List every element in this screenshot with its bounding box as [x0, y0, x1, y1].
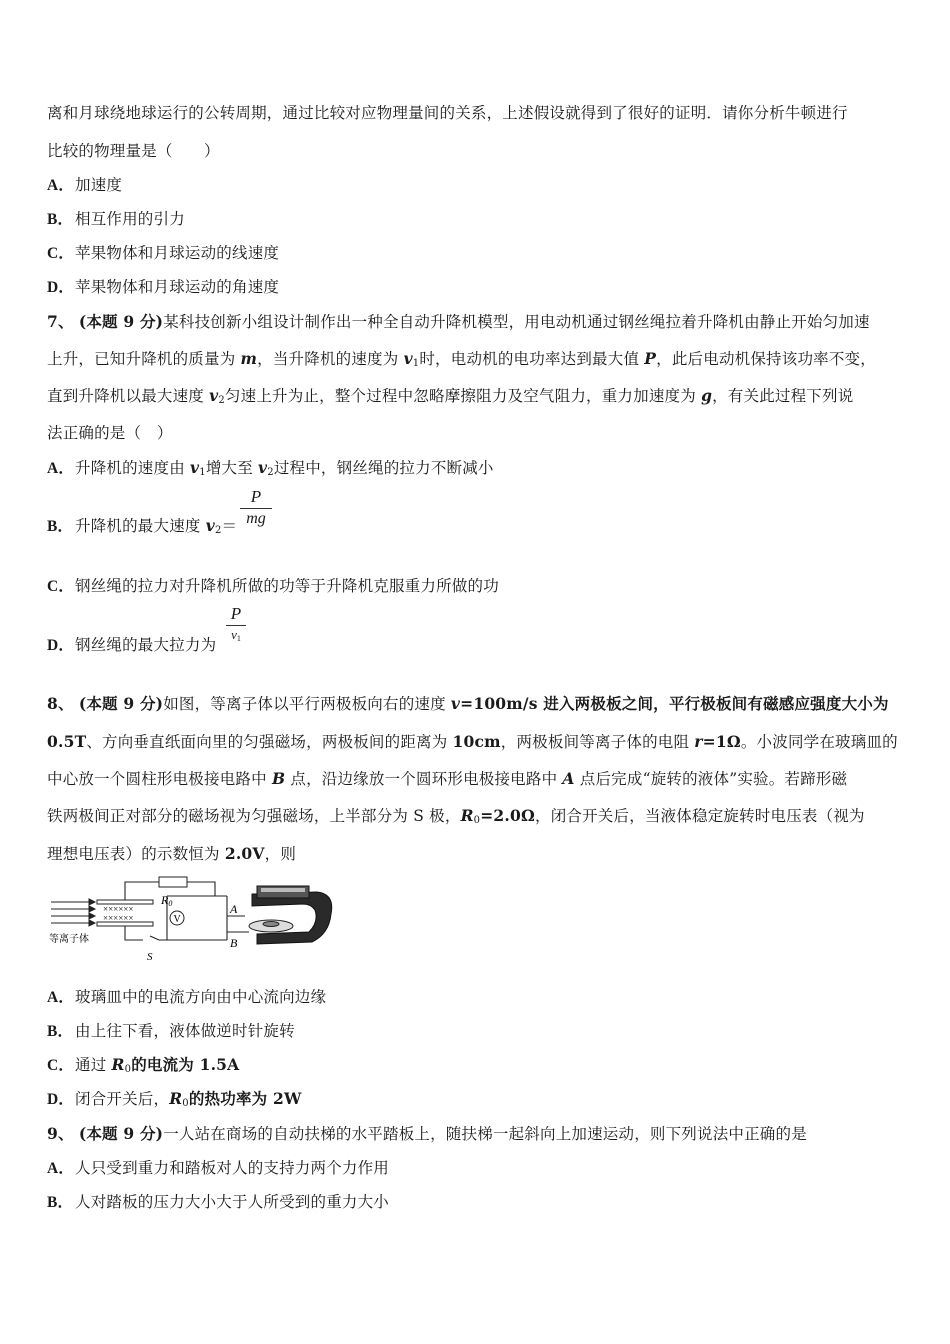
option-letter: A．	[47, 177, 75, 194]
option-text: 闭合开关后，	[75, 1090, 170, 1108]
option-letter: B．	[47, 211, 74, 228]
q8-text: ，两极板间等离子体的电阻	[500, 733, 695, 751]
subscript: 0	[473, 815, 481, 826]
option-letter: A．	[47, 989, 75, 1006]
fraction-denominator: mg	[246, 510, 266, 527]
q8-value: =2.0Ω	[480, 806, 535, 825]
q7-text: 直到升降机以最大速度	[47, 387, 210, 405]
equals-sign: ＝	[221, 517, 238, 535]
option-text: 加速度	[75, 176, 123, 194]
r0-label	[160, 893, 172, 908]
q9-stem-line1	[47, 1122, 807, 1144]
fraction-numerator: P	[250, 487, 262, 506]
option-text: 人只受到重力和踏板对人的支持力两个力作用	[75, 1159, 390, 1177]
option-letter: B．	[47, 1023, 74, 1040]
q7-stem-line4: 法正确的是（ ）	[47, 424, 173, 442]
option-letter: A．	[47, 460, 75, 477]
point-b-label: B	[230, 936, 238, 950]
var-v: v	[450, 694, 461, 713]
q7-text: ，此后电动机保持该功率不变，	[656, 350, 876, 368]
subscript: 2	[214, 525, 222, 536]
subscript: 1	[236, 634, 241, 643]
option-letter: A．	[47, 1160, 75, 1177]
fraction-bar	[226, 625, 246, 626]
q9-text: 一人站在商场的自动扶梯的水平踏板上，随扶梯一起斜向上加速运动，则下列说法中正确的是	[163, 1125, 807, 1143]
option-letter: B．	[47, 1194, 74, 1211]
q8-text: ，闭合开关后，当液体稳定旋转时电压表（视为	[535, 807, 865, 825]
question-number: 8、	[47, 694, 74, 713]
fraction-denominator	[226, 627, 246, 643]
var-r0: R	[111, 1055, 125, 1074]
voltmeter-label: V	[173, 914, 181, 925]
q8-value: =1Ω	[702, 732, 741, 751]
var-v1: v	[190, 458, 200, 477]
point-a: A	[562, 769, 575, 788]
question-number: 9、	[47, 1124, 74, 1143]
plasma-arrows	[51, 899, 95, 926]
subscript: 1	[412, 358, 420, 369]
q7-stem-line3	[47, 384, 853, 406]
q8-value: 10cm	[452, 732, 501, 751]
q7-text: 匀速上升为止，整个过程中忽略摩擦阻力及空气阻力，重力加速度为	[224, 387, 702, 405]
var-v1: v	[403, 349, 413, 368]
option-text: 苹果物体和月球运动的线速度	[75, 244, 280, 262]
q6-option-d[interactable]	[47, 275, 279, 297]
fraction-numerator: P	[230, 604, 242, 623]
q8-option-b[interactable]	[47, 1019, 295, 1041]
subscript: 0	[124, 1064, 132, 1075]
q8-option-d[interactable]	[47, 1087, 302, 1109]
subscript: 2	[218, 395, 225, 406]
q9-option-b[interactable]	[47, 1190, 389, 1212]
q8-stem-line2	[47, 730, 898, 752]
option-text: 过程中，钢丝绳的拉力不断减小	[273, 459, 494, 477]
q8-text: ，则	[264, 845, 297, 863]
question-score-tag: (本题 9 分)	[78, 312, 164, 331]
point-a-label: A	[230, 902, 238, 916]
q7-option-b[interactable]	[47, 514, 237, 536]
q7-text: ，当升降机的速度为	[257, 350, 404, 368]
q8-value: 0.5T	[47, 732, 87, 751]
q6-option-c[interactable]	[47, 241, 279, 263]
q6-stem-line2: 比较的物理量是（ ）	[47, 142, 220, 160]
var-g: g	[701, 386, 713, 405]
q7-text: 时，电动机的电功率达到最大值	[419, 350, 645, 368]
glass-dish-icon	[249, 920, 293, 932]
point-b: B	[271, 769, 286, 788]
horseshoe-magnet-icon	[252, 886, 332, 944]
option-text: 的热功率为 2W	[188, 1089, 302, 1108]
option-letter: D．	[47, 637, 75, 654]
option-text: 增大至	[205, 459, 259, 477]
option-letter: D．	[47, 279, 75, 296]
var-r0: R	[169, 1089, 183, 1108]
q8-text: 中心放一个圆柱形电极接电路中	[47, 770, 272, 788]
q8-value: 2.0V	[224, 844, 265, 863]
subscript: 0	[182, 1098, 189, 1109]
q7-option-d[interactable]	[47, 633, 216, 655]
option-text: 的电流为 1.5A	[131, 1055, 240, 1074]
q8-text: 、方向垂直纸面向里的匀强磁场，两极板间的距离为	[86, 733, 453, 751]
question-score-tag: (本题 9 分)	[78, 1124, 164, 1143]
option-text: 由上往下看，液体做逆时针旋转	[75, 1022, 295, 1040]
switch-label: S	[147, 951, 153, 963]
q8-stem-line1	[47, 692, 889, 714]
option-text: 相互作用的引力	[75, 210, 185, 228]
option-text: 钢丝绳的最大拉力为	[75, 636, 217, 654]
fraction-bar	[240, 508, 272, 509]
q7-option-c[interactable]	[47, 574, 499, 596]
var-v2: v	[258, 458, 268, 477]
var-r: r	[694, 732, 703, 751]
resistor-r0	[159, 877, 187, 887]
option-letter: C．	[47, 578, 75, 595]
var-r0: R	[460, 806, 474, 825]
q7-stem-line2	[47, 347, 876, 369]
option-letter: B．	[47, 518, 74, 535]
q8-text: 铁两极间正对部分的磁场视为匀强磁场，上半部分为 S 极，	[47, 807, 461, 825]
q7-option-a[interactable]	[47, 456, 494, 478]
q8-text: 。小波同学在玻璃皿的	[740, 733, 898, 751]
question-number: 7、	[47, 312, 74, 331]
q7-text: 上升，已知升降机的质量为	[47, 350, 241, 368]
var-v2: v	[209, 386, 219, 405]
q8-text: =100m/s 进入两极板之间，平行极板间有磁感应强度大小为	[460, 694, 889, 713]
q6-stem-line1: 离和月球绕地球运行的公转周期，通过比较对应物理量间的关系，上述假设就得到了很好的证明．请你分析牛顿进行	[47, 104, 848, 122]
option-letter: D．	[47, 1091, 75, 1108]
q7-stem-line1	[47, 310, 870, 332]
plasma-label: 等离子体	[49, 934, 89, 945]
q8-stem-line4	[47, 804, 865, 826]
option-text: 升降机的最大速度	[75, 517, 206, 535]
r0-letter: R	[161, 893, 169, 907]
circuit-figure	[47, 872, 337, 964]
option-text: 玻璃皿中的电流方向由中心流向边缘	[75, 988, 327, 1006]
field-marks-bottom: ××××××	[103, 913, 134, 923]
subscript: 1	[199, 467, 206, 478]
q7-text-1: 某科技创新小组设计制作出一种全自动升降机模型，用电动机通过钢丝绳拉着升降机由静止开始匀加速	[163, 313, 870, 331]
q8-text: 理想电压表）的示数恒为	[47, 845, 225, 863]
option-letter: C．	[47, 1057, 75, 1074]
var-v2: v	[205, 516, 215, 535]
field-marks-top: ××××××	[103, 904, 134, 914]
q8-option-c[interactable]	[47, 1053, 239, 1075]
question-score-tag: (本题 9 分)	[78, 694, 164, 713]
q8-stem-line5	[47, 842, 296, 864]
q8-option-a[interactable]	[47, 985, 326, 1007]
var-m: m	[240, 349, 258, 368]
option-text: 人对踏板的压力大小大于人所受到的重力大小	[75, 1193, 390, 1211]
fraction-p-over-mg	[240, 487, 272, 528]
option-text: 升降机的速度由	[75, 459, 191, 477]
q6-option-b[interactable]	[47, 207, 185, 229]
subscript: 2	[267, 467, 274, 478]
var-v: v	[231, 627, 237, 642]
option-text: 苹果物体和月球运动的角速度	[75, 278, 280, 296]
q7-text: ，有关此过程下列说	[712, 387, 854, 405]
var-p: P	[644, 349, 657, 368]
option-letter: C．	[47, 245, 75, 262]
option-text: 钢丝绳的拉力对升降机所做的功等于升降机克服重力所做的功	[75, 577, 499, 595]
q8-text: 如图，等离子体以平行两极板向右的速度	[163, 695, 451, 713]
q6-option-a[interactable]	[47, 173, 122, 195]
q8-text: 点后完成“旋转的液体”实验。若蹄形磁	[574, 770, 848, 788]
q8-text: 点，沿边缘放一个圆环形电极接电路中	[285, 770, 563, 788]
q8-stem-line3	[47, 767, 847, 789]
q9-option-a[interactable]	[47, 1156, 389, 1178]
r0-subscript: 0	[168, 899, 173, 908]
option-text: 通过	[75, 1056, 112, 1074]
fraction-p-over-v1	[226, 604, 246, 643]
